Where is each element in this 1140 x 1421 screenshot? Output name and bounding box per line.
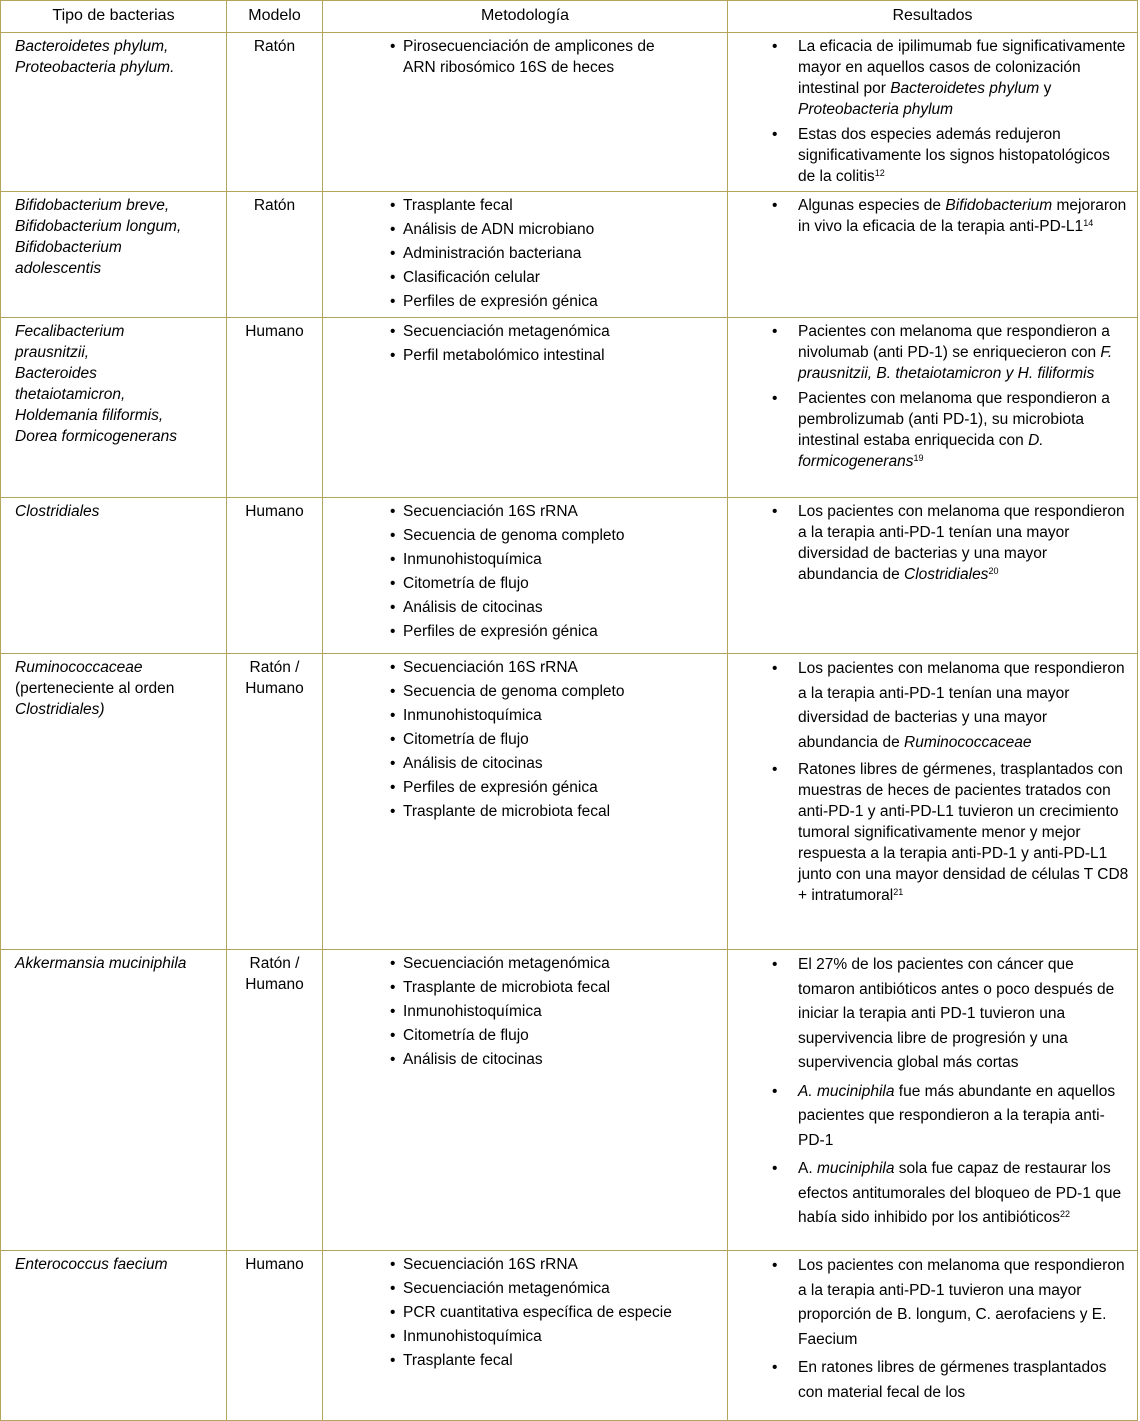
method-item: • Secuenciación 16S rRNA xyxy=(323,501,723,522)
method-item: • Pirosecuenciación de amplicones de ARN ribosómico 16S de heces xyxy=(323,36,723,78)
method-item: • Análisis de citocinas xyxy=(323,1049,723,1070)
bacteria-cell: Bifidobacterium breve, Bifidobacterium longum, Bifidobacterium adolescentis xyxy=(1,192,227,318)
header-row xyxy=(1,1,1138,33)
header-model: Modelo xyxy=(227,1,323,33)
method-item: • Perfiles de expresión génica xyxy=(323,777,723,798)
method-item: • Inmunohistoquímica xyxy=(323,549,723,570)
model-cell: Ratón / Humano xyxy=(227,950,323,1251)
results-cell xyxy=(728,33,1138,192)
result-item: • Pacientes con melanoma que respondieron a nivolumab (anti PD-1) se enriquecieron con F. prausnitzii, B. thetaiotamicron y H. filiformis xyxy=(728,321,1129,384)
model-cell: Ratón xyxy=(227,33,323,192)
table-row xyxy=(1,192,1138,318)
method-item: • Trasplante fecal xyxy=(323,1350,723,1371)
bacteria-cell: Fecalibacterium prausnitzii, Bacteroides thetaiotamicron, Holdemania filiformis, Dorea formicogenerans xyxy=(1,318,227,498)
method-item: • Trasplante de microbiota fecal xyxy=(323,801,723,822)
table-row xyxy=(1,33,1138,192)
method-item: • Secuenciación metagenómica xyxy=(323,1278,723,1299)
header-results: Resultados xyxy=(728,1,1138,33)
results-cell xyxy=(728,192,1138,318)
methodology-cell xyxy=(323,33,728,192)
methodology-cell xyxy=(323,654,728,950)
method-item: • Inmunohistoquímica xyxy=(323,1326,723,1347)
model-cell: Humano xyxy=(227,318,323,498)
result-item: • A. muciniphila sola fue capaz de restaurar los efectos antitumorales del bloqueo de PD-1 que había sido inhibido por los antibióticos$^{22}$ xyxy=(728,1157,1129,1231)
bacteria-cell: Bacteroidetes phylum, Proteobacteria phylum. xyxy=(1,33,227,192)
bacteria-cell: Akkermansia muciniphila xyxy=(1,950,227,1251)
result-item: • Algunas especies de Bifidobacterium mejoraron in vivo la eficacia de la terapia anti-$PD-L1^{14}$ xyxy=(728,195,1129,237)
results-cell xyxy=(728,950,1138,1251)
method-item: • Clasificación celular xyxy=(323,267,723,288)
bacteria-cell: Ruminococcaceae (perteneciente al orden Clostridiales) xyxy=(1,654,227,950)
method-item: • Perfil metabolómico intestinal xyxy=(323,345,723,366)
method-item: • Perfiles de expresión génica xyxy=(323,291,723,312)
methodology-cell xyxy=(323,950,728,1251)
model-cell: Humano xyxy=(227,498,323,654)
table-row xyxy=(1,318,1138,498)
methodology-cell xyxy=(323,1251,728,1421)
method-item: • Trasplante fecal xyxy=(323,195,723,216)
result-item: • Los pacientes con melanoma que respondieron a la terapia anti-PD-1 tenían una mayor diversidad de bacterias y una mayor abundancia de Clostridiales$^{20}$ xyxy=(728,501,1129,585)
method-item: • Inmunohistoquímica xyxy=(323,705,723,726)
result-item: • El 27% de los pacientes con cáncer que tomaron antibióticos antes o poco después de iniciar la terapia anti PD-1 tuvieron una supervivencia libre de progresión y una supervivencia global más cortas xyxy=(728,953,1129,1076)
method-item: • Análisis de citocinas xyxy=(323,753,723,774)
method-item: • Secuenciación metagenómica xyxy=(323,321,723,342)
result-item: • Ratones libres de gérmenes, trasplantados con muestras de heces de pacientes tratados con anti-PD-1 y anti-PD-L1 tuvieron un crecimiento tumoral significativamente menor y mejor respuesta a la terapia anti-PD-1 y anti-PD-L1 junto con una mayor densidad de células T CD8 + intratumoral$^{21}$ xyxy=(728,759,1129,906)
method-item: • Citometría de flujo xyxy=(323,573,723,594)
header-bacteria: Tipo de bacterias xyxy=(1,1,227,33)
results-cell xyxy=(728,654,1138,950)
header-methodology: Metodología xyxy=(323,1,728,33)
result-item: • Los pacientes con melanoma que respondieron a la terapia anti-PD-1 tenían una mayor diversidad de bacterias y una mayor abundancia de Ruminococcaceae xyxy=(728,657,1129,755)
method-item: • Citometría de flujo xyxy=(323,1025,723,1046)
method-item: • Inmunohistoquímica xyxy=(323,1001,723,1022)
methodology-cell xyxy=(323,192,728,318)
results-cell xyxy=(728,498,1138,654)
results-cell xyxy=(728,1251,1138,1421)
bacteria-cell: Clostridiales xyxy=(1,498,227,654)
model-cell: Ratón / Humano xyxy=(227,654,323,950)
result-item: • Pacientes con melanoma que respondieron a pembrolizumab (anti PD-1), su microbiota intestinal estaba enriquecida con D. formicogenerans$^{19}$ xyxy=(728,388,1129,472)
model-cell: Ratón xyxy=(227,192,323,318)
result-item: • Los pacientes con melanoma que respondieron a la terapia anti-PD-1 tuvieron una mayor proporción de B. longum, C. aerofaciens y E. Faecium xyxy=(728,1254,1129,1352)
methodology-cell xyxy=(323,318,728,498)
method-item: • Secuencia de genoma completo xyxy=(323,525,723,546)
methodology-cell xyxy=(323,498,728,654)
method-item: • Secuencia de genoma completo xyxy=(323,681,723,702)
method-item: • PCR cuantitativa específica de especie xyxy=(323,1302,723,1323)
results-cell xyxy=(728,318,1138,498)
table-row xyxy=(1,950,1138,1251)
method-item: • Administración bacteriana xyxy=(323,243,723,264)
bacteria-cell: Enterococcus faecium xyxy=(1,1251,227,1421)
method-item: • Secuenciación 16S rRNA xyxy=(323,1254,723,1275)
table-row xyxy=(1,654,1138,950)
method-item: • Análisis de citocinas xyxy=(323,597,723,618)
result-item: • La eficacia de ipilimumab fue significativamente mayor en aquellos casos de colonización intestinal por Bacteroidetes phylum y Proteobacteria phylum xyxy=(728,36,1129,120)
result-item: • En ratones libres de gérmenes trasplantados con material fecal de los xyxy=(728,1356,1129,1405)
method-item: • Análisis de ADN microbiano xyxy=(323,219,723,240)
method-item: • Secuenciación 16S rRNA xyxy=(323,657,723,678)
model-cell: Humano xyxy=(227,1251,323,1421)
result-item: • Estas dos especies además redujeron significativamente los signos histopatológicos de la colitis$^{12}$ xyxy=(728,124,1129,187)
method-item: • Citometría de flujo xyxy=(323,729,723,750)
method-item: • Secuenciación metagenómica xyxy=(323,953,723,974)
table-row xyxy=(1,1251,1138,1421)
result-item: • A. muciniphila fue más abundante en aquellos pacientes que respondieron a la terapia anti-PD-1 xyxy=(728,1080,1129,1154)
method-item: • Trasplante de microbiota fecal xyxy=(323,977,723,998)
table-row xyxy=(1,498,1138,654)
method-item: • Perfiles de expresión génica xyxy=(323,621,723,642)
